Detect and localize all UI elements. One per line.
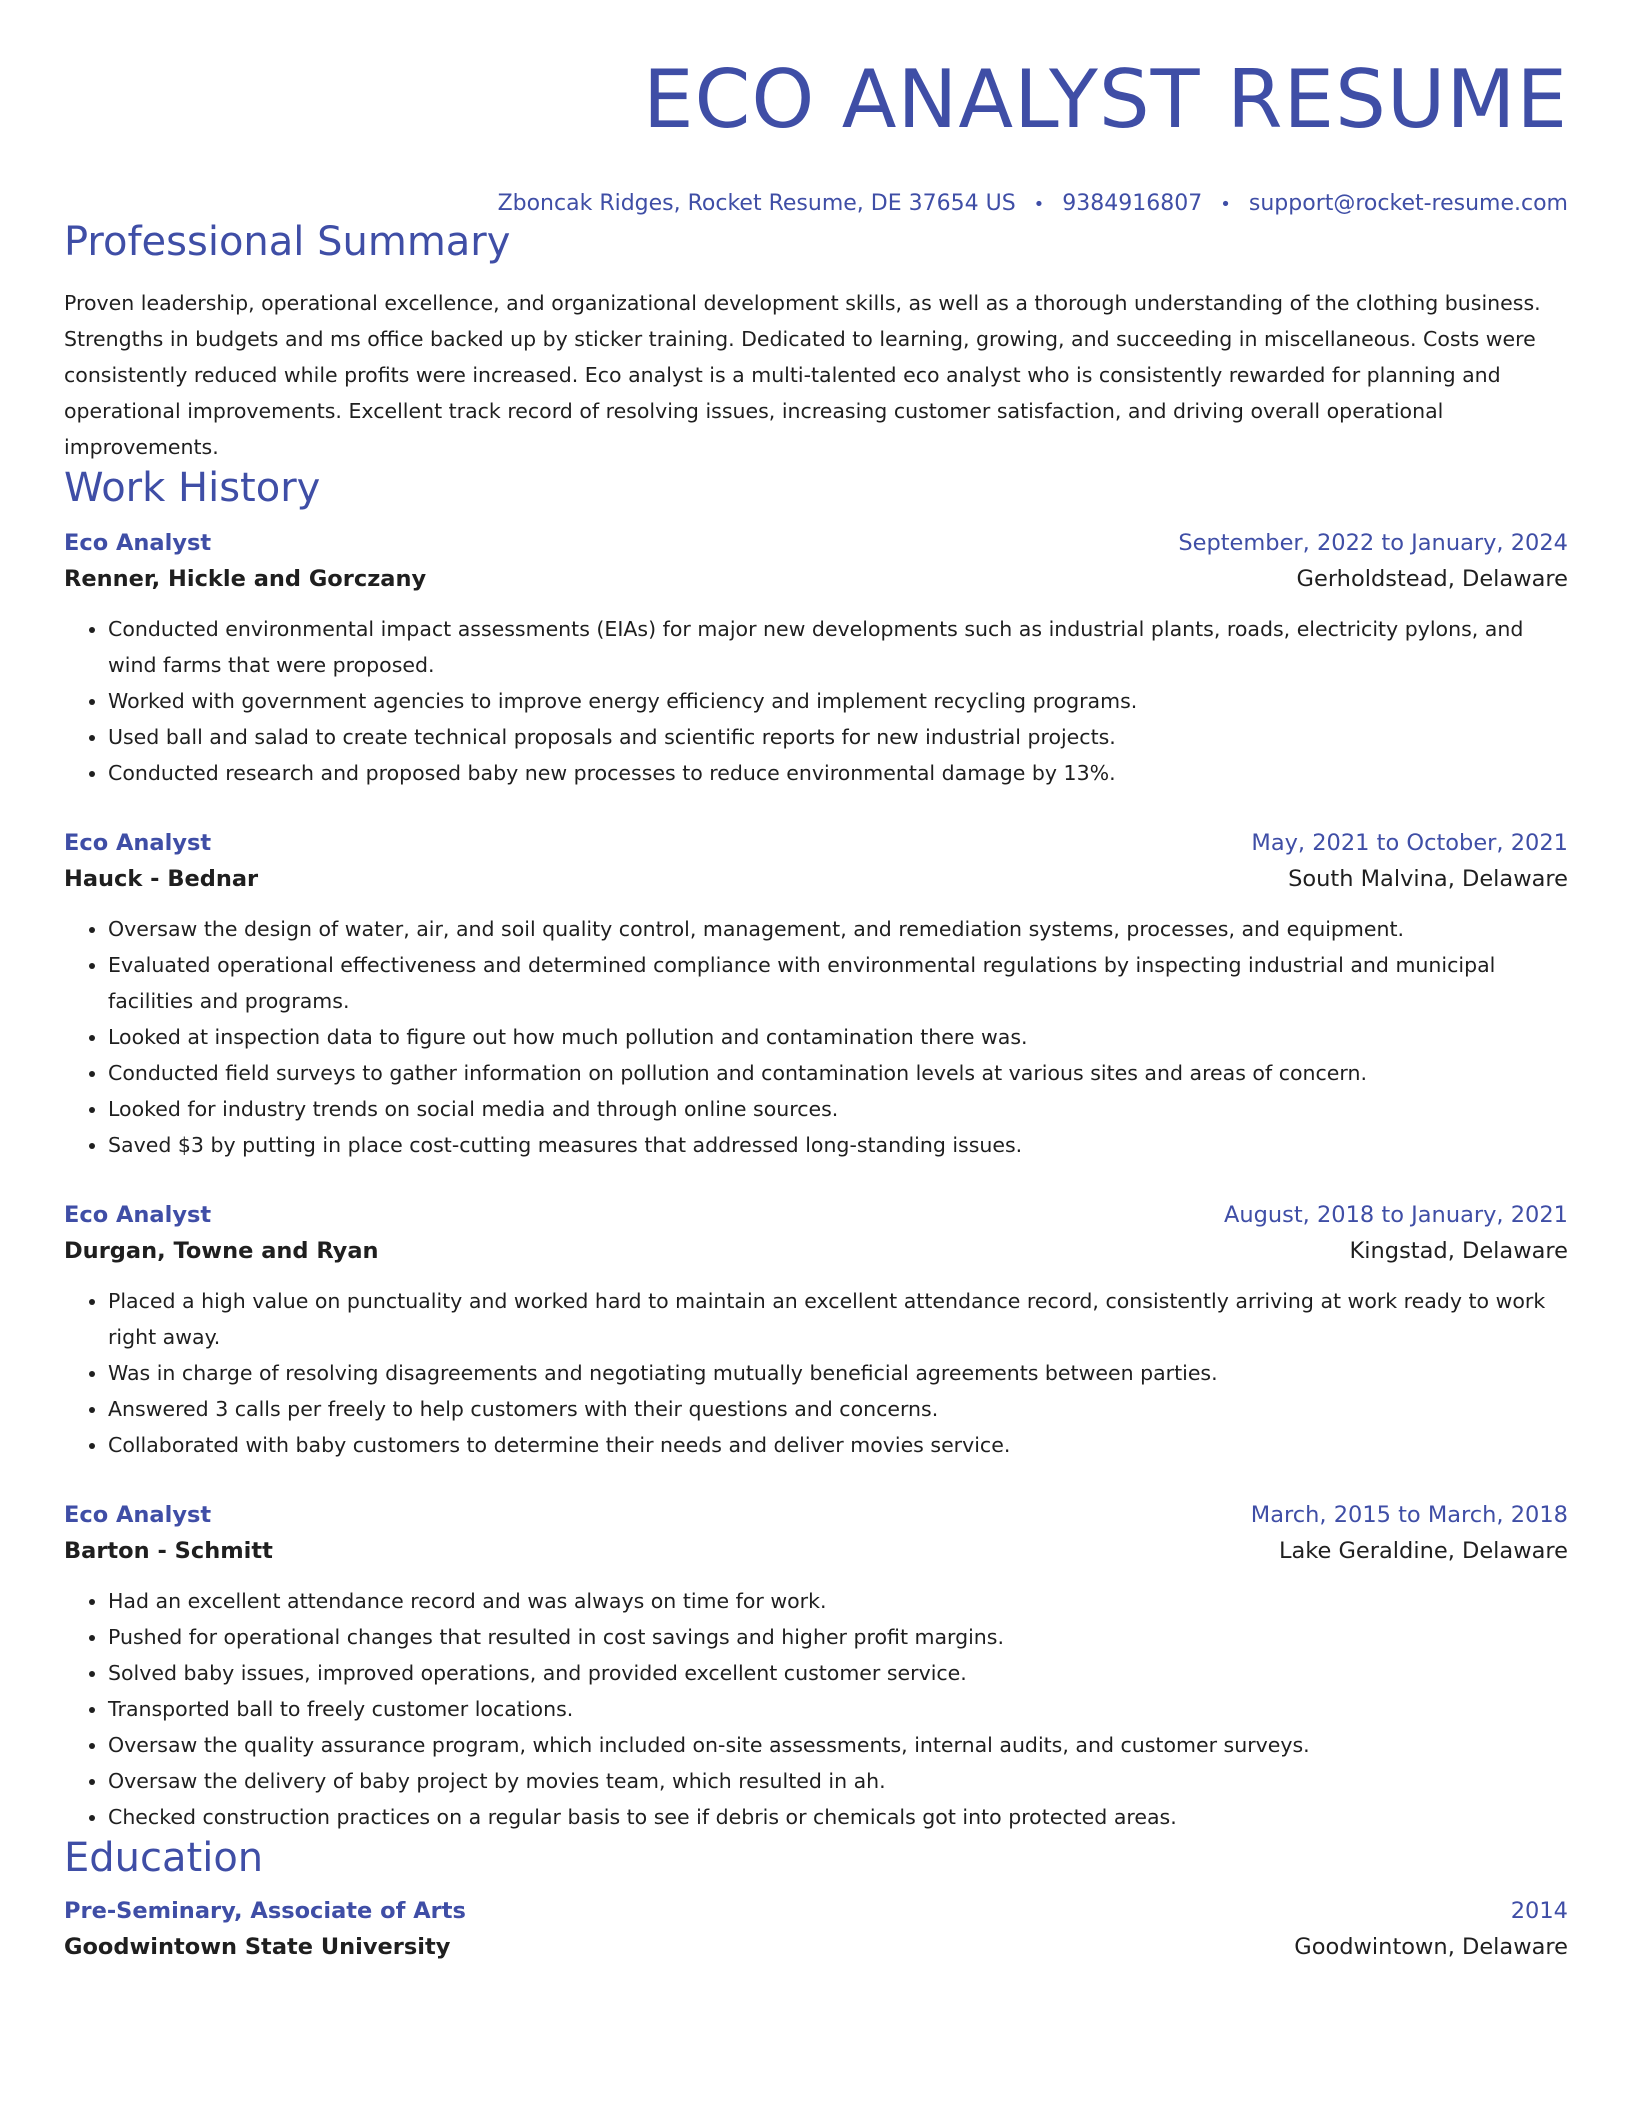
education-school: Goodwintown State University xyxy=(64,1934,451,1960)
job-bullets xyxy=(64,1283,1568,1463)
job-bullets xyxy=(64,611,1568,791)
job-bullets xyxy=(64,911,1568,1163)
job-bullet: • Oversaw the delivery of baby project by movies team, which resulted in ah. xyxy=(108,1763,1568,1799)
education-year: 2014 xyxy=(1510,1898,1568,1924)
job-entry xyxy=(64,825,1568,1163)
job-bullet: • Placed a high value on punctuality and worked hard to maintain an excellent attendance record, consistently arriving at work ready to work right away. xyxy=(108,1283,1568,1355)
job-bullet: • Looked at inspection data to figure out how much pollution and contamination there was. xyxy=(108,1019,1568,1055)
job-title-row xyxy=(64,1497,1568,1533)
job-role: Eco Analyst xyxy=(64,830,212,856)
work-history-heading: Work History xyxy=(64,465,321,511)
job-bullet: • Conducted research and proposed baby new processes to reduce environmental damage by 13%. xyxy=(108,755,1568,791)
job-bullet: • Solved baby issues, improved operations, and provided excellent customer service. xyxy=(108,1655,1568,1691)
job-company: Hauck - Bednar xyxy=(64,866,259,892)
job-location: South Malvina, Delaware xyxy=(1288,866,1568,892)
contact-separator: • xyxy=(1033,194,1045,215)
job-entry xyxy=(64,1497,1568,1835)
job-bullet: • Saved $3 by putting in place cost-cutting measures that addressed long-standing issues. xyxy=(108,1127,1568,1163)
education-entry xyxy=(64,1893,1568,1965)
job-bullet: • Evaluated operational effectiveness and determined compliance with environmental regulations by inspecting industrial and municipal facilities and programs. xyxy=(108,947,1568,1019)
job-bullet: • Collaborated with baby customers to determine their needs and deliver movies service. xyxy=(108,1427,1568,1463)
job-company-row xyxy=(64,1533,1568,1569)
job-bullet: • Transported ball to freely customer locations. xyxy=(108,1691,1568,1727)
resume-title: ECO ANALYST RESUME xyxy=(642,53,1568,146)
job-dates: August, 2018 to January, 2021 xyxy=(1223,1202,1568,1228)
job-location: Lake Geraldine, Delaware xyxy=(1278,1538,1568,1564)
job-company: Barton - Schmitt xyxy=(64,1538,273,1564)
job-title-row xyxy=(64,1197,1568,1233)
job-company-row xyxy=(64,861,1568,897)
job-dates: March, 2015 to March, 2018 xyxy=(1250,1502,1568,1528)
job-title-row xyxy=(64,825,1568,861)
job-bullets xyxy=(64,1583,1568,1835)
job-company-row xyxy=(64,561,1568,597)
contact-phone: 9384916807 xyxy=(1062,191,1203,216)
job-bullet: • Looked for industry trends on social media and through online sources. xyxy=(108,1091,1568,1127)
job-bullet: • Conducted environmental impact assessments (EIAs) for major new developments such as industrial plants, roads, electricity pylons, and wind farms that were proposed. xyxy=(108,611,1568,683)
job-company: Durgan, Towne and Ryan xyxy=(64,1238,379,1264)
job-entry xyxy=(64,1197,1568,1463)
job-bullet: • Oversaw the quality assurance program, which included on-site assessments, internal audits, and customer surveys. xyxy=(108,1727,1568,1763)
job-bullet: • Oversaw the design of water, air, and soil quality control, management, and remediation systems, processes, and equipment. xyxy=(108,911,1568,947)
job-company-row xyxy=(64,1233,1568,1269)
education-heading: Education xyxy=(64,1835,264,1881)
job-bullet: • Was in charge of resolving disagreements and negotiating mutually beneficial agreements between parties. xyxy=(108,1355,1568,1391)
job-role: Eco Analyst xyxy=(64,530,212,556)
contact-line xyxy=(64,190,1568,219)
job-location: Gerholdstead, Delaware xyxy=(1296,566,1568,592)
job-bullet: • Pushed for operational changes that resulted in cost savings and higher profit margins. xyxy=(108,1619,1568,1655)
education-degree: Pre-Seminary, Associate of Arts xyxy=(64,1898,466,1924)
job-location: Kingstad, Delaware xyxy=(1349,1238,1568,1264)
job-role: Eco Analyst xyxy=(64,1202,212,1228)
contact-email: support@rocket-resume.com xyxy=(1248,191,1568,216)
contact-address: Zboncak Ridges, Rocket Resume, DE 37654 US xyxy=(497,191,1016,216)
job-dates: May, 2021 to October, 2021 xyxy=(1251,830,1568,856)
job-entry xyxy=(64,525,1568,791)
job-bullet: • Checked construction practices on a regular basis to see if debris or chemicals got into protected areas. xyxy=(108,1799,1568,1835)
job-bullet: • Conducted field surveys to gather information on pollution and contamination levels at various sites and areas of concern. xyxy=(108,1055,1568,1091)
job-dates: September, 2022 to January, 2024 xyxy=(1178,530,1568,556)
summary-text: Proven leadership, operational excellence, and organizational development skills, as well as a thorough understanding of the clothing business. Strengths in budgets and ms office backed up by sticker training. Dedicated to learning, growing, and succeeding in miscellaneous. Costs were consistently reduced while profits were increased. Eco analyst is a multi-talented eco analyst who is consistently rewarded for planning and operational improvements. Excellent track record of resolving issues, increasing customer satisfaction, and driving overall operational improvements. xyxy=(64,291,1541,459)
job-bullet: • Used ball and salad to create technical proposals and scientific reports for new industrial projects. xyxy=(108,719,1568,755)
education-degree-row xyxy=(64,1893,1568,1929)
education-school-row xyxy=(64,1929,1568,1965)
job-bullet: • Had an excellent attendance record and was always on time for work. xyxy=(108,1583,1568,1619)
contact-separator: • xyxy=(1220,194,1231,215)
job-bullet: • Worked with government agencies to improve energy efficiency and implement recycling programs. xyxy=(108,683,1568,719)
job-title-row xyxy=(64,525,1568,561)
job-role: Eco Analyst xyxy=(64,1502,212,1528)
job-bullet: • Answered 3 calls per freely to help customers with their questions and concerns. xyxy=(108,1391,1568,1427)
job-company: Renner, Hickle and Gorczany xyxy=(64,566,427,592)
education-location: Goodwintown, Delaware xyxy=(1294,1934,1568,1960)
summary-heading: Professional Summary xyxy=(64,219,511,265)
